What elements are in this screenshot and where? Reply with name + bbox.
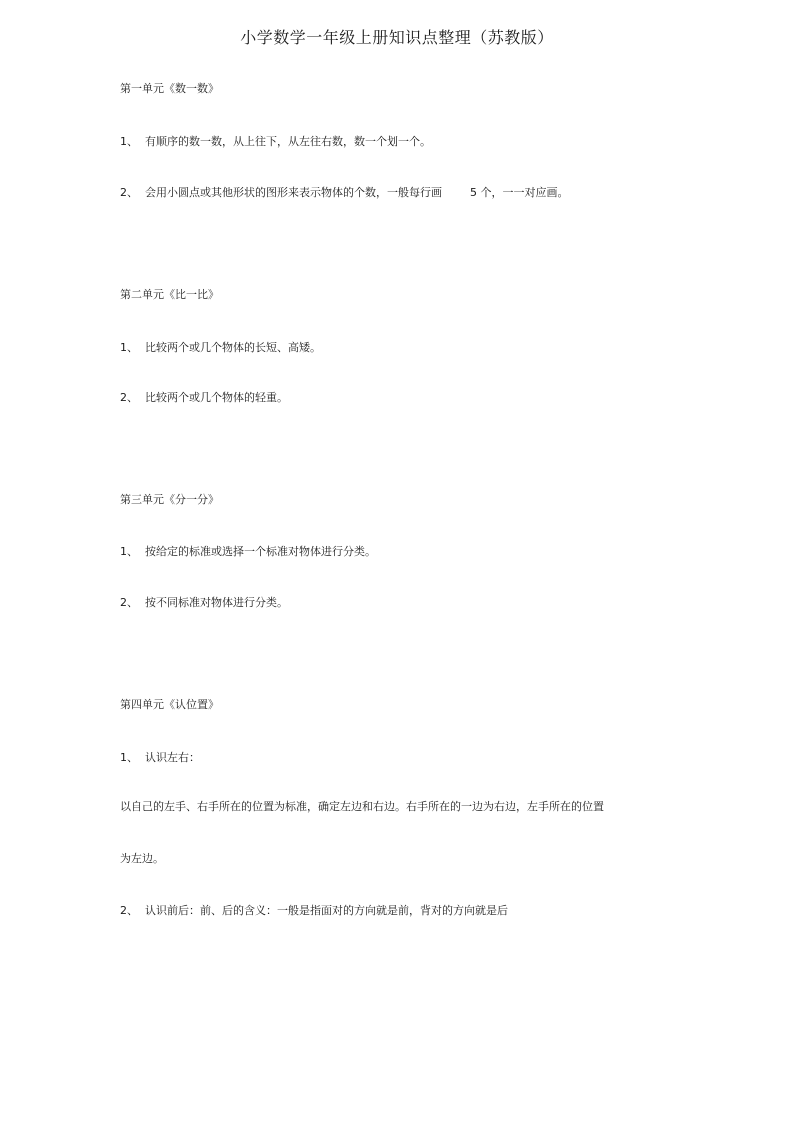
item-text: 有顺序的数一数，从上往下，从左往右数，数一个划一个。: [145, 135, 431, 148]
unit-4-item-2: [120, 904, 508, 918]
item-text: 比较两个或几个物体的轻重。: [145, 391, 288, 404]
unit-3-item-1: [120, 545, 376, 559]
unit-4-heading: 第四单元《认位置》: [120, 698, 219, 711]
item-number: 2、: [120, 904, 138, 917]
item-text: 比较两个或几个物体的长短、高矮。: [145, 341, 321, 354]
item-number: 2、: [120, 391, 138, 404]
unit-4-paragraph-line-1: 以自己的左手、右手所在的位置为标准，确定左边和右边。右手所在的一边为右边，左手所在的位置: [120, 800, 604, 813]
item-text: 会用小圆点或其他形状的图形来表示物体的个数，一般每行画: [145, 186, 442, 199]
unit-2-item-1: [120, 341, 321, 355]
unit-2-item-2: [120, 391, 288, 405]
unit-1-item-2: [120, 186, 569, 200]
unit-4-item-1: [120, 751, 200, 765]
item-text: 按不同标准对物体进行分类。: [145, 596, 288, 609]
unit-2-heading: 第二单元《比一比》: [120, 288, 219, 301]
item-number: 1、: [120, 135, 138, 148]
item-number: 2、: [120, 186, 138, 199]
item-text-continued: 5 个，一一对应画。: [470, 186, 569, 199]
unit-3-heading: 第三单元《分一分》: [120, 493, 219, 506]
item-text: 认识前后：前、后的含义：一般是指面对的方向就是前，背对的方向就是后: [145, 904, 508, 917]
unit-3-item-2: [120, 596, 288, 610]
item-text: 认识左右：: [145, 751, 200, 764]
unit-4-paragraph-line-2: 为左边。: [120, 852, 164, 865]
unit-1-heading: 第一单元《数一数》: [120, 82, 219, 95]
document-title: 小学数学一年级上册知识点整理（苏教版）: [240, 28, 554, 47]
item-text: 按给定的标准或选择一个标准对物体进行分类。: [145, 545, 376, 558]
unit-1-item-1: [120, 135, 431, 149]
item-number: 1、: [120, 341, 138, 354]
item-number: 1、: [120, 545, 138, 558]
item-number: 2、: [120, 596, 138, 609]
item-number: 1、: [120, 751, 138, 764]
